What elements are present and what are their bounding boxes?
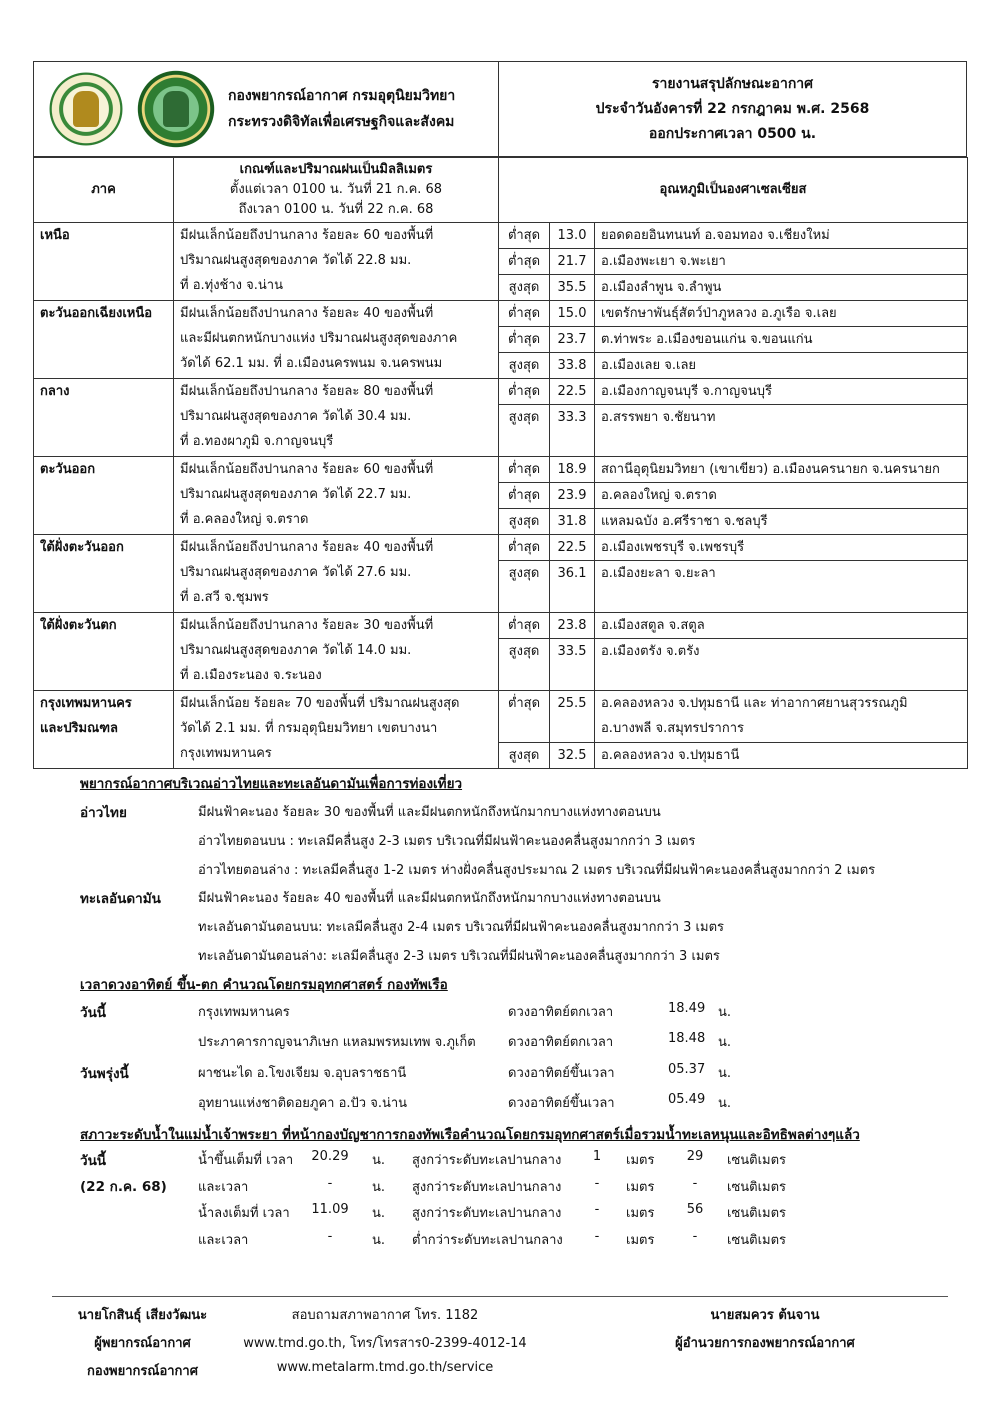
col-region-header: ภาค bbox=[34, 158, 174, 223]
temp-kind bbox=[499, 483, 550, 509]
temp-place bbox=[595, 691, 968, 743]
forecaster-role: ผู้พยากรณ์อากาศ bbox=[94, 1336, 191, 1351]
sun-event: ดวงอาทิตย์ขึ้นเวลา bbox=[508, 1096, 615, 1111]
report-issue-time: ออกประกาศเวลา 0500 น. bbox=[648, 125, 817, 142]
temp-place-text: ต.ท่าพระ อ.เมืองขอนแก่น จ.ขอนแก่น bbox=[601, 332, 813, 347]
river-today-label: วันนี้ bbox=[80, 1153, 107, 1169]
rain-cell bbox=[174, 301, 499, 379]
rain-line: ปริมาณฝนสูงสุดของภาค วัดได้ 22.7 มม. bbox=[180, 487, 412, 502]
temp-value-text: 22.5 bbox=[557, 384, 587, 399]
region-name: ตะวันออก bbox=[40, 462, 96, 477]
river-meters: - bbox=[594, 1176, 600, 1191]
sun-event: ดวงอาทิตย์ตกเวลา bbox=[508, 1005, 614, 1020]
temp-place-text: อ.คลองใหญ่ จ.ตราด bbox=[601, 488, 717, 503]
river-ref: สูงกว่าระดับทะเลปานกลาง bbox=[412, 1180, 562, 1195]
river-label: น้ำขึ้นเต็มที่ เวลา bbox=[198, 1153, 294, 1168]
temp-value bbox=[550, 223, 595, 249]
temp-value-text: 23.9 bbox=[557, 488, 587, 503]
rain-line: ที่ อ.ทองผาภูมิ จ.กาญจนบุรี bbox=[180, 434, 334, 449]
temp-value-text: 33.3 bbox=[557, 410, 587, 425]
temp-value-text: 22.5 bbox=[557, 540, 587, 555]
gulf-label: อ่าวไทย bbox=[80, 805, 127, 821]
river-meters: - bbox=[594, 1229, 600, 1244]
temp-place bbox=[595, 223, 968, 249]
temp-kind-text: ต่ำสุด bbox=[507, 306, 541, 321]
temp-kind bbox=[499, 301, 550, 327]
temp-place-text: อ.เมืองเพชรบุรี จ.เพชรบุรี bbox=[601, 540, 745, 555]
director-role: ผู้อำนวยการกองพยากรณ์อากาศ bbox=[675, 1336, 855, 1351]
weather-summary-table bbox=[33, 157, 968, 769]
rain-cell bbox=[174, 223, 499, 301]
temp-kind-text: ต่ำสุด bbox=[507, 332, 541, 347]
sun-time: 05.37 bbox=[668, 1062, 706, 1077]
temp-kind bbox=[499, 509, 550, 535]
ministry-logo-icon bbox=[46, 69, 126, 149]
temp-kind bbox=[499, 613, 550, 639]
sun-place: กรุงเทพมหานคร bbox=[198, 1005, 290, 1020]
river-level-title: สภาวะระดับน้ำในแม่น้ำเจ้าพระยา ที่หน้ากองบัญชาการกองทัพเรือคำนวณโดยกรมอุทกศาสตร์เมื่อรวมน้ำทะเลหนุนและอิทธิพลต่างๆแล้ว bbox=[80, 1127, 860, 1143]
temp-place-text: อ.บางพลี จ.สมุทรปราการ bbox=[601, 721, 744, 736]
rain-line: มีฝนเล็กน้อยถึงปานกลาง ร้อยละ 40 ของพื้นที่ bbox=[180, 306, 434, 321]
temp-kind-text: ต่ำสุด bbox=[507, 462, 541, 477]
temp-place bbox=[595, 561, 968, 613]
sun-time: 05.49 bbox=[668, 1092, 706, 1107]
temp-place bbox=[595, 509, 968, 535]
temp-place-text: สถานีอุตุนิยมวิทยา (เขาเขียว) อ.เมืองนครนายก จ.นครนายก bbox=[601, 462, 940, 477]
temp-value-text: 36.1 bbox=[557, 566, 587, 581]
rain-line: ปริมาณฝนสูงสุดของภาค วัดได้ 14.0 มม. bbox=[180, 643, 412, 658]
temp-place-text: อ.คลองหลวง จ.ปทุมธานี และ ท่าอากาศยานสุวรรณภูมิ bbox=[601, 696, 908, 711]
report-header bbox=[33, 61, 967, 157]
temp-place-text: แหลมฉบัง อ.ศรีราชา จ.ชลบุรี bbox=[601, 514, 768, 529]
river-time-unit: น. bbox=[372, 1233, 386, 1248]
region-cell bbox=[34, 301, 174, 379]
table-row bbox=[34, 457, 968, 483]
temp-kind-text: สูงสุด bbox=[508, 410, 540, 425]
table-row bbox=[34, 301, 968, 327]
temp-place-text: อ.สรรพยา จ.ชัยนาท bbox=[601, 410, 716, 425]
rain-line: ที่ อ.เมืองระนอง จ.ระนอง bbox=[180, 668, 322, 683]
col-temp-header: อุณหภูมิเป็นองศาเซลเซียส bbox=[499, 158, 968, 223]
river-time-unit: น. bbox=[372, 1180, 386, 1195]
gulf-line: อ่าวไทยตอนบน : ทะเลมีคลื่นสูง 2-3 เมตร บริเวณที่มีฝนฟ้าคะนองคลื่นสูงมากกว่า 3 เมตร bbox=[198, 834, 696, 849]
temp-value bbox=[550, 457, 595, 483]
temp-kind bbox=[499, 743, 550, 769]
temp-kind-text: สูงสุด bbox=[508, 748, 540, 763]
rain-cell bbox=[174, 535, 499, 613]
temp-place bbox=[595, 535, 968, 561]
temp-kind-text: สูงสุด bbox=[508, 644, 540, 659]
rain-line: ปริมาณฝนสูงสุดของภาค วัดได้ 27.6 มม. bbox=[180, 565, 412, 580]
table-row bbox=[34, 535, 968, 561]
region-name: เหนือ bbox=[40, 228, 70, 243]
temp-value bbox=[550, 483, 595, 509]
river-cm-unit: เซนติเมตร bbox=[727, 1233, 787, 1248]
temp-value bbox=[550, 561, 595, 613]
temp-place bbox=[595, 379, 968, 405]
sun-place: ผาชนะได อ.โขงเจียม จ.อุบลราชธานี bbox=[198, 1066, 407, 1081]
temp-place bbox=[595, 405, 968, 457]
rain-cell bbox=[174, 691, 499, 769]
temp-value bbox=[550, 743, 595, 769]
sun-unit: น. bbox=[718, 1066, 732, 1081]
river-label: น้ำลงเต็มที่ เวลา bbox=[198, 1206, 290, 1221]
temp-value bbox=[550, 327, 595, 353]
table-row bbox=[34, 223, 968, 249]
temp-value bbox=[550, 249, 595, 275]
temp-value-text: 15.0 bbox=[557, 306, 587, 321]
sun-unit: น. bbox=[718, 1035, 732, 1050]
forecaster-org: กองพยากรณ์อากาศ bbox=[87, 1364, 198, 1379]
rain-line: มีฝนเล็กน้อยถึงปานกลาง ร้อยละ 80 ของพื้นที่ bbox=[180, 384, 434, 399]
temp-kind-text: สูงสุด bbox=[508, 566, 540, 581]
river-m-unit: เมตร bbox=[626, 1233, 655, 1248]
temp-value-text: 23.8 bbox=[557, 618, 587, 633]
temp-kind-text: ต่ำสุด bbox=[507, 696, 541, 711]
river-time: 11.09 bbox=[311, 1202, 349, 1217]
temp-value-text: 13.0 bbox=[557, 228, 587, 243]
region-name: กลาง bbox=[40, 384, 70, 399]
temp-place bbox=[595, 301, 968, 327]
website-phone-link[interactable]: www.tmd.go.th, โทร/โทรสาร0-2399-4012-14 bbox=[243, 1336, 527, 1351]
table-header-row bbox=[34, 158, 968, 223]
rain-line: มีฝนเล็กน้อยถึงปานกลาง ร้อยละ 40 ของพื้นที่ bbox=[180, 540, 434, 555]
gulf-line: อ่าวไทยตอนล่าง : ทะเลมีคลื่นสูง 1-2 เมตร ห่างฝั่งคลื่นสูงประมาณ 2 เมตร บริเวณที่มีฝนฟ้าคะนองคลื่นสูงมากกว่า 2 เมตร bbox=[198, 863, 876, 878]
temp-kind bbox=[499, 405, 550, 457]
org-name: กองพยากรณ์อากาศ กรมอุตุนิยมวิทยา bbox=[228, 88, 456, 104]
table-row bbox=[34, 691, 968, 743]
river-time: - bbox=[327, 1176, 333, 1191]
temp-place-text: เขตรักษาพันธุ์สัตว์ป่าภูหลวง อ.ภูเรือ จ.เลย bbox=[601, 306, 837, 321]
river-time: - bbox=[327, 1229, 333, 1244]
river-label: และเวลา bbox=[198, 1180, 249, 1195]
rain-line: วัดได้ 62.1 มม. ที่ อ.เมืองนครพนม จ.นครพนม bbox=[180, 356, 443, 371]
temp-value-text: 32.5 bbox=[557, 748, 587, 763]
rain-line: ที่ อ.ทุ่งช้าง จ.น่าน bbox=[180, 278, 283, 293]
region-name: ตะวันออกเฉียงเหนือ bbox=[40, 306, 153, 321]
temp-value-text: 33.8 bbox=[557, 358, 587, 373]
rain-line: มีฝนเล็กน้อยถึงปานกลาง ร้อยละ 60 ของพื้นที่ bbox=[180, 228, 434, 243]
temp-value bbox=[550, 301, 595, 327]
temp-kind-text: ต่ำสุด bbox=[507, 488, 541, 503]
river-m-unit: เมตร bbox=[626, 1180, 655, 1195]
river-cm-unit: เซนติเมตร bbox=[727, 1153, 787, 1168]
river-m-unit: เมตร bbox=[626, 1153, 655, 1168]
river-time: 20.29 bbox=[311, 1149, 349, 1164]
gulf-line: มีฝนฟ้าคะนอง ร้อยละ 30 ของพื้นที่ และมีฝนตกหนักถึงหนักมากบางแห่งทางตอนบน bbox=[198, 805, 661, 820]
temp-place-text: ยอดดอยอินทนนท์ อ.จอมทอง จ.เชียงใหม่ bbox=[601, 228, 830, 243]
rain-cell bbox=[174, 613, 499, 691]
temp-value-text: 21.7 bbox=[557, 254, 587, 269]
temp-kind-text: ต่ำสุด bbox=[507, 254, 541, 269]
andaman-line: ทะเลอันดามันตอนล่าง: ะเลมีคลื่นสูง 2-3 เมตร บริเวณที่มีฝนฟ้าคะนองคลื่นสูงมากกว่า 3 เมตร bbox=[198, 949, 720, 964]
temp-kind-text: ต่ำสุด bbox=[507, 540, 541, 555]
temp-value-text: 31.8 bbox=[557, 514, 587, 529]
temp-value bbox=[550, 535, 595, 561]
header-report-block bbox=[499, 62, 966, 156]
temp-value bbox=[550, 275, 595, 301]
temp-kind bbox=[499, 223, 550, 249]
temp-kind-text: สูงสุด bbox=[508, 280, 540, 295]
temp-place bbox=[595, 275, 968, 301]
temp-kind bbox=[499, 327, 550, 353]
temp-kind-text: สูงสุด bbox=[508, 514, 540, 529]
andaman-line: ทะเลอันดามันตอนบน: ทะเลมีคลื่นสูง 2-4 เมตร บริเวณที่มีฝนฟ้าคะนองคลื่นสูงมากกว่า 3 เมตร bbox=[198, 920, 724, 935]
temp-place-text: อ.เมืองตรัง จ.ตรัง bbox=[601, 644, 700, 659]
footer-divider bbox=[52, 1296, 948, 1297]
region-cell bbox=[34, 457, 174, 535]
region-name: และปริมณฑล bbox=[40, 721, 118, 736]
temp-value-text: 25.5 bbox=[557, 696, 587, 711]
temp-kind bbox=[499, 275, 550, 301]
temp-place-text: อ.เมืองลำพูน จ.ลำพูน bbox=[601, 280, 722, 295]
temp-place bbox=[595, 457, 968, 483]
river-cm: 56 bbox=[686, 1202, 704, 1217]
river-ref: สูงกว่าระดับทะเลปานกลาง bbox=[412, 1153, 562, 1168]
rain-line: ที่ อ.คลองใหญ่ จ.ตราด bbox=[180, 512, 309, 527]
rain-line: กรุงเทพมหานคร bbox=[180, 746, 272, 761]
temp-value bbox=[550, 639, 595, 691]
sun-time: 18.49 bbox=[668, 1001, 706, 1016]
temp-kind bbox=[499, 639, 550, 691]
temp-place bbox=[595, 613, 968, 639]
temp-place bbox=[595, 483, 968, 509]
rain-line: มีฝนเล็กน้อยถึงปานกลาง ร้อยละ 60 ของพื้นที่ bbox=[180, 462, 434, 477]
temp-value-text: 18.9 bbox=[557, 462, 587, 477]
header-org-block bbox=[34, 62, 499, 156]
region-cell bbox=[34, 613, 174, 691]
river-m-unit: เมตร bbox=[626, 1206, 655, 1221]
sun-unit: น. bbox=[718, 1096, 732, 1111]
river-ref: ต่ำกว่าระดับทะเลปานกลาง bbox=[412, 1233, 563, 1248]
sun-event: ดวงอาทิตย์ขึ้นเวลา bbox=[508, 1066, 615, 1081]
temp-value bbox=[550, 353, 595, 379]
director-name: นายสมควร ต้นจาน bbox=[710, 1308, 820, 1323]
temp-value bbox=[550, 379, 595, 405]
ministry-name: กระทรวงดิจิทัลเพื่อเศรษฐกิจและสังคม bbox=[228, 114, 455, 130]
temp-value-text: 23.7 bbox=[557, 332, 587, 347]
river-label: และเวลา bbox=[198, 1233, 249, 1248]
report-date: ประจำวันอังคารที่ 22 กรกฎาคม พ.ศ. 2568 bbox=[595, 100, 870, 117]
temp-place bbox=[595, 353, 968, 379]
table-row bbox=[34, 613, 968, 639]
temp-place-text: อ.เมืองพะเยา จ.พะเยา bbox=[601, 254, 726, 269]
sea-forecast-title: พยากรณ์อากาศบริเวณอ่าวไทยและทะเลอันดามันเพื่อการท่องเที่ยว bbox=[80, 776, 463, 792]
sun-event: ดวงอาทิตย์ตกเวลา bbox=[508, 1035, 614, 1050]
river-time-unit: น. bbox=[372, 1153, 386, 1168]
temp-kind bbox=[499, 249, 550, 275]
river-cm-unit: เซนติเมตร bbox=[727, 1206, 787, 1221]
sun-unit: น. bbox=[718, 1005, 732, 1020]
rain-line: ปริมาณฝนสูงสุดของภาค วัดได้ 22.8 มม. bbox=[180, 253, 412, 268]
temp-value-text: 33.5 bbox=[557, 644, 587, 659]
river-time-unit: น. bbox=[372, 1206, 386, 1221]
rain-line: วัดได้ 2.1 มม. ที่ กรมอุตุนิยมวิทยา เขตบางนา bbox=[180, 721, 438, 736]
sun-tomorrow-label: วันพรุ่งนี้ bbox=[80, 1066, 129, 1082]
temp-kind-text: ต่ำสุด bbox=[507, 618, 541, 633]
temp-value bbox=[550, 613, 595, 639]
temp-value bbox=[550, 405, 595, 457]
temp-place bbox=[595, 249, 968, 275]
temp-place bbox=[595, 743, 968, 769]
temp-kind-text: ต่ำสุด bbox=[507, 384, 541, 399]
tmd-logo-icon bbox=[136, 69, 216, 149]
rain-cell bbox=[174, 379, 499, 457]
andaman-label: ทะเลอันดามัน bbox=[80, 891, 161, 907]
region-name: ใต้ฝั่งตะวันออก bbox=[40, 540, 124, 555]
sun-place: ประภาคารกาญจนาภิเษก แหลมพรหมเทพ จ.ภูเก็ต bbox=[198, 1035, 476, 1050]
temp-value bbox=[550, 691, 595, 743]
andaman-line: มีฝนฟ้าคะนอง ร้อยละ 40 ของพื้นที่ และมีฝนตกหนักถึงหนักมากบางแห่งทางตอนบน bbox=[198, 891, 661, 906]
temp-place bbox=[595, 639, 968, 691]
temp-place-text: อ.คลองหลวง จ.ปทุมธานี bbox=[601, 748, 740, 763]
service-link[interactable]: www.metalarm.tmd.go.th/service bbox=[276, 1360, 494, 1375]
region-cell bbox=[34, 691, 174, 769]
rain-cell bbox=[174, 457, 499, 535]
region-name: กรุงเทพมหานคร bbox=[40, 696, 132, 711]
temp-place bbox=[595, 327, 968, 353]
temp-kind bbox=[499, 561, 550, 613]
temp-kind bbox=[499, 691, 550, 743]
river-cm-unit: เซนติเมตร bbox=[727, 1180, 787, 1195]
river-date-label: (22 ก.ค. 68) bbox=[80, 1179, 167, 1195]
river-cm: 29 bbox=[686, 1149, 704, 1164]
temp-kind bbox=[499, 379, 550, 405]
temp-kind bbox=[499, 457, 550, 483]
region-name: ใต้ฝั่งตะวันตก bbox=[40, 618, 117, 633]
sun-times-title: เวลาดวงอาทิตย์ ขึ้น-ตก คำนวณโดยกรมอุทกศาสตร์ กองทัพเรือ bbox=[80, 977, 448, 993]
temp-kind bbox=[499, 535, 550, 561]
region-cell bbox=[34, 535, 174, 613]
temp-place-text: อ.เมืองกาญจนบุรี จ.กาญจนบุรี bbox=[601, 384, 772, 399]
river-meters: 1 bbox=[592, 1149, 602, 1164]
rain-line: ปริมาณฝนสูงสุดของภาค วัดได้ 30.4 มม. bbox=[180, 409, 412, 424]
sun-today-label: วันนี้ bbox=[80, 1005, 107, 1021]
hotline-text: สอบถามสภาพอากาศ โทร. 1182 bbox=[291, 1308, 479, 1323]
sun-place: อุทยานแห่งชาติดอยภูคา อ.ปัว จ.น่าน bbox=[198, 1096, 408, 1111]
temp-place-text: อ.เมืองยะลา จ.ยะลา bbox=[601, 566, 716, 581]
river-cm: - bbox=[692, 1229, 698, 1244]
river-cm: - bbox=[692, 1176, 698, 1191]
table-row bbox=[34, 379, 968, 405]
sun-time: 18.48 bbox=[668, 1031, 706, 1046]
rain-line: ที่ อ.สวี จ.ชุมพร bbox=[180, 590, 269, 605]
forecaster-name: นายโกสินธุ์ เสียงวัฒนะ bbox=[77, 1308, 208, 1323]
temp-kind-text: สูงสุด bbox=[508, 358, 540, 373]
temp-kind-text: ต่ำสุด bbox=[507, 228, 541, 243]
region-cell bbox=[34, 223, 174, 301]
temp-kind bbox=[499, 353, 550, 379]
river-ref: สูงกว่าระดับทะเลปานกลาง bbox=[412, 1206, 562, 1221]
region-cell bbox=[34, 379, 174, 457]
river-meters: - bbox=[594, 1202, 600, 1217]
temp-value bbox=[550, 509, 595, 535]
report-title: รายงานสรุปลักษณะอากาศ bbox=[651, 75, 814, 92]
rain-line: มีฝนเล็กน้อย ร้อยละ 70 ของพื้นที่ ปริมาณฝนสูงสุด bbox=[180, 696, 460, 711]
temp-place-text: อ.เมืองสตูล จ.สตูล bbox=[601, 618, 705, 633]
temp-place-text: อ.เมืองเลย จ.เลย bbox=[601, 358, 697, 373]
rain-line: และมีฝนตกหนักบางแห่ง ปริมาณฝนสูงสุดของภาค bbox=[180, 331, 458, 346]
col-rain-header: เกณฑ์และปริมาณฝนเป็นมิลลิเมตร ตั้งแต่เวลา 0100 น. วันที่ 21 ก.ค. 68 ถึงเวลา 0100 น. วันที่ 22 ก.ค. 68 bbox=[174, 158, 499, 223]
temp-value-text: 35.5 bbox=[557, 280, 587, 295]
rain-line: มีฝนเล็กน้อยถึงปานกลาง ร้อยละ 30 ของพื้นที่ bbox=[180, 618, 434, 633]
